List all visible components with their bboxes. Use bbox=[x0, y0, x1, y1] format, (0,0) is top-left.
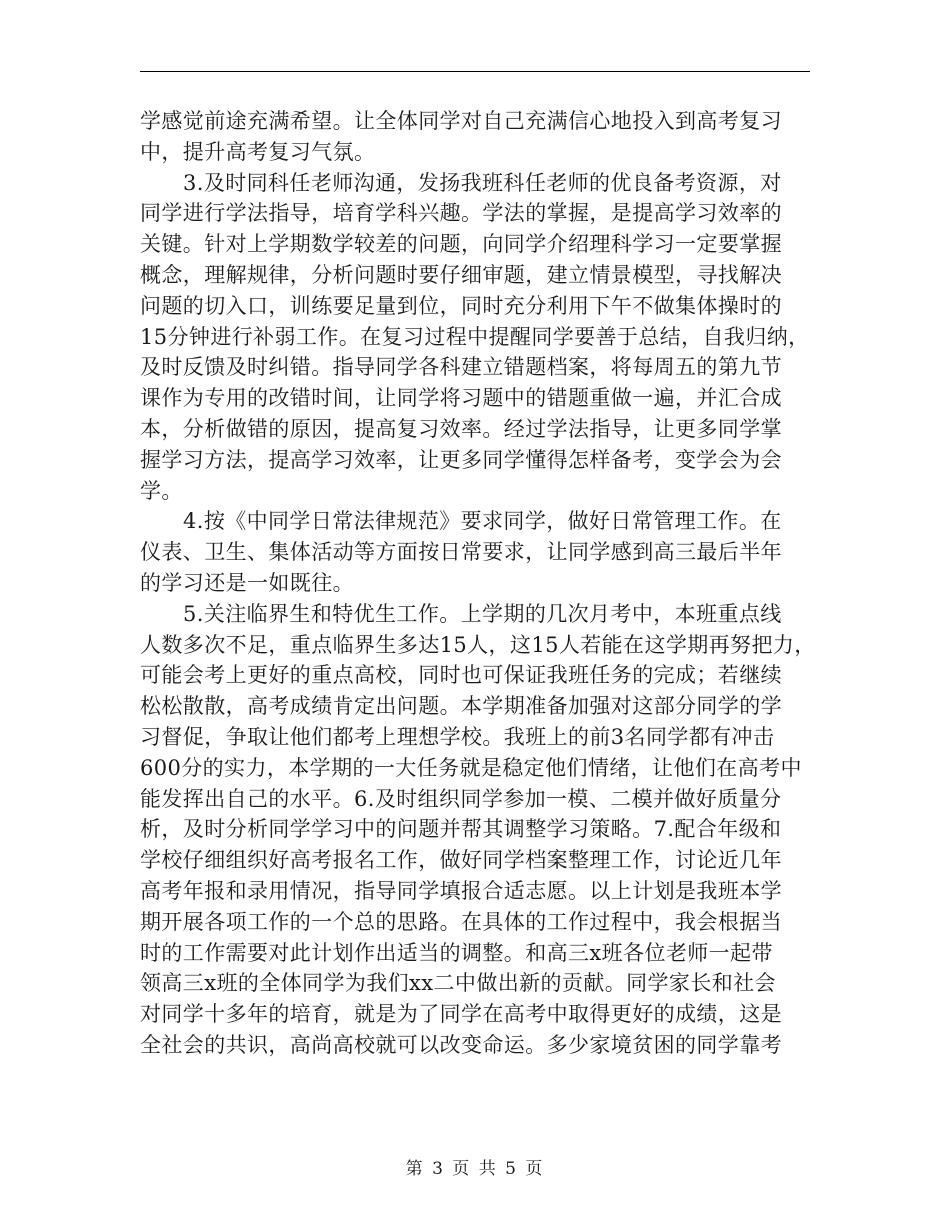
text-line: 学校仔细组织好高考报名工作，做好同学档案整理工作，讨论近几年 bbox=[140, 848, 782, 873]
text-line: 仪表、卫生、集体活动等方面按日常要求，让同学感到高三最后半年 bbox=[140, 540, 782, 565]
text-line: 期开展各项工作的一个总的思路。在具体的工作过程中，我会根据当 bbox=[140, 909, 782, 934]
text-line: 4.按《中同学日常法律规范》要求同学，做好日常管理工作。在 bbox=[183, 509, 782, 534]
text-line: 析，及时分析同学学习中的问题并帮其调整学习策略。7.配合年级和 bbox=[140, 817, 782, 842]
text-line: 课作为专用的改错时间，让同学将习题中的错题重做一遍，并汇合成 bbox=[140, 386, 782, 411]
text-line: 习督促，争取让他们都考上理想学校。我班上的前3名同学都有冲击 bbox=[140, 724, 775, 749]
text-line: 人数多次不足，重点临界生多达15人，这15人若能在这学期再努把力， bbox=[140, 632, 816, 657]
page-footer: 第 3 页 共 5 页 bbox=[405, 1159, 545, 1179]
text-line: 同学进行学法指导，培育学科兴趣。学法的掌握，是提高学习效率的 bbox=[140, 201, 782, 226]
header-rule bbox=[140, 71, 810, 72]
text-line: 5.关注临界生和特优生工作。上学期的几次月考中，本班重点线 bbox=[183, 601, 782, 626]
text-line: 高考年报和录用情况，指导同学填报合适志愿。以上计划是我班本学 bbox=[140, 878, 782, 903]
text-line: 松松散散，高考成绩肯定出问题。本学期准备加强对这部分同学的学 bbox=[140, 694, 782, 719]
text-line: 关键。针对上学期数学较差的问题，向同学介绍理科学习一定要掌握 bbox=[140, 232, 782, 257]
text-line: 可能会考上更好的重点高校，同时也可保证我班任务的完成；若继续 bbox=[140, 663, 782, 688]
text-line: 问题的切入口，训练要足量到位，同时充分利用下午不做集体操时的 bbox=[140, 293, 782, 318]
text-line: 握学习方法，提高学习效率，让更多同学懂得怎样备考，变学会为会 bbox=[140, 447, 782, 472]
text-line: 全社会的共识，高尚高校就可以改变命运。多少家境贫困的同学靠考 bbox=[140, 1032, 782, 1057]
text-line: 600分的实力，本学期的一大任务就是稳定他们情绪，让他们在高考中 bbox=[140, 755, 802, 780]
text-line: 的学习还是一如既往。 bbox=[140, 570, 354, 595]
text-line: 时的工作需要对此计划作出适当的调整。和高三x班各位老师一起带 bbox=[140, 940, 773, 965]
text-line: 对同学十多年的培育，就是为了同学在高考中取得更好的成绩，这是 bbox=[140, 1002, 782, 1027]
text-line: 中，提升高考复习气氛。 bbox=[140, 139, 376, 164]
text-line: 及时反馈及时纠错。指导同学各科建立错题档案，将每周五的第九节 bbox=[140, 355, 782, 380]
text-line: 3.及时同科任老师沟通，发扬我班科任老师的优良备考资源，对 bbox=[183, 170, 782, 195]
text-line: 本，分析做错的原因，提高复习效率。经过学法指导，让更多同学掌 bbox=[140, 416, 782, 441]
text-line: 概念，理解规律，分析问题时要仔细审题，建立情景模型，寻找解决 bbox=[140, 262, 782, 287]
text-line: 15分钟进行补弱工作。在复习过程中提醒同学要善于总结，自我归纳， bbox=[140, 324, 810, 349]
text-line: 能发挥出自己的水平。6.及时组织同学参加一模、二模并做好质量分 bbox=[140, 786, 782, 811]
text-line: 领高三x班的全体同学为我们xx二中做出新的贡献。同学家长和社会 bbox=[140, 971, 776, 996]
text-line: 学感觉前途充满希望。让全体同学对自己充满信心地投入到高考复习 bbox=[140, 109, 782, 133]
text-line: 学。 bbox=[140, 478, 183, 503]
document-body bbox=[140, 106, 840, 1061]
